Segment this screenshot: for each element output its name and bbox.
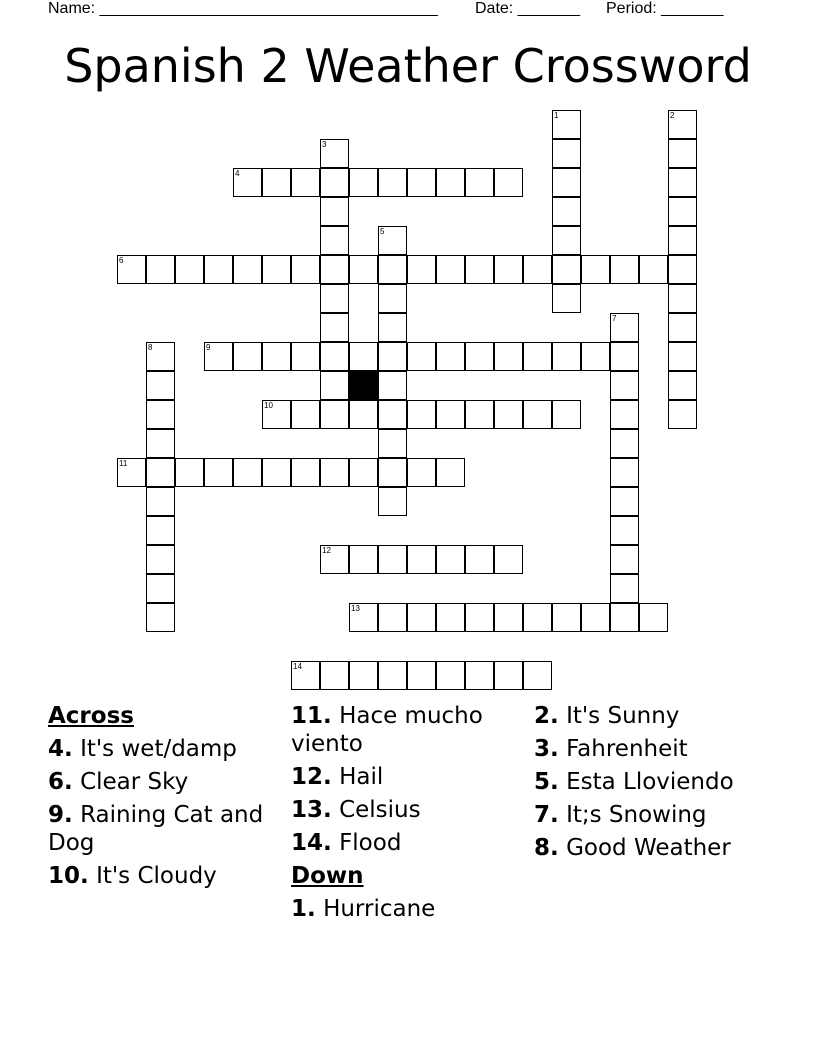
clue-number: 7: [612, 314, 617, 323]
clue-number: 1: [554, 111, 559, 120]
grid-cell[interactable]: [320, 371, 349, 400]
grid-cell[interactable]: [291, 168, 320, 197]
clue-number: 9: [206, 343, 211, 352]
grid-cell[interactable]: [494, 168, 523, 197]
grid-cell[interactable]: [204, 342, 233, 371]
clue-number: 13: [351, 604, 360, 613]
across-header: Across: [48, 703, 134, 729]
grid-cell[interactable]: [117, 255, 146, 284]
grid-cell[interactable]: [610, 313, 639, 342]
grid-cell[interactable]: [204, 255, 233, 284]
grid-cell[interactable]: [552, 110, 581, 139]
period-field[interactable]: Period: _______: [606, 0, 724, 17]
grid-cell[interactable]: [465, 342, 494, 371]
grid-cell[interactable]: [233, 168, 262, 197]
grid-cell[interactable]: [436, 458, 465, 487]
grid-cell[interactable]: [291, 661, 320, 690]
clue-down-7: 7. It;s Snowing: [534, 802, 707, 828]
grid-cell[interactable]: [320, 458, 349, 487]
page-title: Spanish 2 Weather Crossword: [64, 39, 752, 93]
grid-cell[interactable]: [436, 661, 465, 690]
grid-cell[interactable]: [494, 255, 523, 284]
clue-down-1: 1. Hurricane: [291, 896, 436, 922]
grid-cell[interactable]: [465, 603, 494, 632]
grid-cell[interactable]: [349, 168, 378, 197]
grid-cell[interactable]: [349, 545, 378, 574]
grid-cell[interactable]: [610, 603, 639, 632]
grid-cell[interactable]: [610, 458, 639, 487]
clue-across-10: 10. It's Cloudy: [48, 863, 217, 889]
grid-cell[interactable]: [552, 168, 581, 197]
grid-cell[interactable]: [552, 342, 581, 371]
clue-number: 4: [235, 169, 240, 178]
clue-number: 5: [380, 227, 385, 236]
grid-cell[interactable]: [523, 255, 552, 284]
grid-cell[interactable]: [349, 342, 378, 371]
grid-cell[interactable]: [146, 516, 175, 545]
grid-cell[interactable]: [175, 255, 204, 284]
grid-cell[interactable]: [407, 342, 436, 371]
grid-cell[interactable]: [668, 400, 697, 429]
grid-cell[interactable]: [465, 400, 494, 429]
grid-cell[interactable]: [465, 168, 494, 197]
grid-cell[interactable]: [146, 574, 175, 603]
grid-cell[interactable]: [436, 342, 465, 371]
grid-cell[interactable]: [668, 313, 697, 342]
clue-column-1: [48, 702, 283, 895]
grid-cell[interactable]: [320, 226, 349, 255]
grid-cell[interactable]: [436, 400, 465, 429]
grid-cell[interactable]: [610, 487, 639, 516]
grid-cell[interactable]: [378, 342, 407, 371]
clue-across-6: 6. Clear Sky: [48, 769, 189, 795]
grid-cell[interactable]: [320, 313, 349, 342]
grid-cell[interactable]: [494, 603, 523, 632]
grid-cell[interactable]: [378, 661, 407, 690]
grid-cell[interactable]: [262, 458, 291, 487]
grid-cell[interactable]: [291, 458, 320, 487]
grid-cell[interactable]: [407, 458, 436, 487]
grid-cell[interactable]: [523, 342, 552, 371]
grid-cell[interactable]: [146, 487, 175, 516]
grid-cell[interactable]: [465, 545, 494, 574]
grid-cell[interactable]: [262, 255, 291, 284]
clue-column-3: [534, 702, 774, 867]
grid-cell[interactable]: [610, 371, 639, 400]
grid-cell[interactable]: [494, 342, 523, 371]
grid-cell[interactable]: [320, 284, 349, 313]
grid-cell[interactable]: [378, 168, 407, 197]
grid-cell[interactable]: [610, 429, 639, 458]
grid-cell[interactable]: [610, 400, 639, 429]
grid-cell[interactable]: [378, 603, 407, 632]
grid-cell[interactable]: [668, 168, 697, 197]
grid-cell[interactable]: [668, 110, 697, 139]
grid-cell[interactable]: [436, 168, 465, 197]
grid-cell[interactable]: [320, 545, 349, 574]
grid-cell[interactable]: [639, 603, 668, 632]
grid-cell[interactable]: [291, 255, 320, 284]
down-header: Down: [291, 863, 364, 889]
grid-cell[interactable]: [378, 545, 407, 574]
grid-cell[interactable]: [407, 400, 436, 429]
grid-cell[interactable]: [552, 139, 581, 168]
grid-cell[interactable]: [146, 342, 175, 371]
name-field[interactable]: Name: ______________________________________: [48, 0, 438, 17]
grid-cell[interactable]: [523, 661, 552, 690]
grid-cell[interactable]: [349, 661, 378, 690]
clue-number: 11: [119, 459, 128, 468]
clue-number: 12: [322, 546, 331, 555]
grid-cell[interactable]: [407, 545, 436, 574]
clue-down-2: 2. It's Sunny: [534, 703, 680, 729]
clue-across-12: 12. Hail: [291, 764, 384, 790]
clue-number: 14: [293, 662, 302, 671]
grid-cell[interactable]: [552, 603, 581, 632]
grid-cell[interactable]: [552, 255, 581, 284]
date-field[interactable]: Date: _______: [475, 0, 580, 17]
grid-cell[interactable]: [581, 342, 610, 371]
grid-cell[interactable]: [320, 661, 349, 690]
grid-cell[interactable]: [146, 545, 175, 574]
grid-cell[interactable]: [349, 458, 378, 487]
clue-number: 2: [670, 111, 675, 120]
grid-cell[interactable]: [262, 342, 291, 371]
grid-cell[interactable]: [320, 197, 349, 226]
grid-cell[interactable]: [146, 603, 175, 632]
clue-across-14: 14. Flood: [291, 830, 402, 856]
grid-cell[interactable]: [523, 603, 552, 632]
grid-cell[interactable]: [378, 284, 407, 313]
clue-across-9: 9. Raining Cat and Dog: [48, 802, 264, 856]
grid-cell[interactable]: [610, 516, 639, 545]
grid-cell[interactable]: [552, 197, 581, 226]
clue-down-8: 8. Good Weather: [534, 835, 731, 861]
grid-cell[interactable]: [407, 168, 436, 197]
grid-cell[interactable]: [436, 545, 465, 574]
clue-column-2: [291, 702, 521, 928]
grid-cell[interactable]: [668, 197, 697, 226]
grid-cell[interactable]: [552, 226, 581, 255]
grid-cell[interactable]: [407, 603, 436, 632]
clue-down-3: 3. Fahrenheit: [534, 736, 688, 762]
grid-cell[interactable]: [668, 371, 697, 400]
grid-cell[interactable]: [233, 255, 262, 284]
grid-cell[interactable]: [320, 342, 349, 371]
grid-cell[interactable]: [117, 458, 146, 487]
grid-cell[interactable]: [262, 168, 291, 197]
grid-cell[interactable]: [581, 603, 610, 632]
grid-cell[interactable]: [610, 342, 639, 371]
grid-cell[interactable]: [378, 458, 407, 487]
grid-cell[interactable]: [146, 458, 175, 487]
clue-number: 8: [148, 343, 153, 352]
grid-cell[interactable]: [291, 400, 320, 429]
grid-cell[interactable]: [494, 661, 523, 690]
grid-cell[interactable]: [465, 661, 494, 690]
grid-cell[interactable]: [320, 255, 349, 284]
grid-cell[interactable]: [407, 661, 436, 690]
grid-cell[interactable]: [523, 400, 552, 429]
grid-cell[interactable]: [291, 342, 320, 371]
grid-cell[interactable]: [668, 226, 697, 255]
grid-cell[interactable]: [639, 255, 668, 284]
grid-cell[interactable]: [668, 255, 697, 284]
grid-cell[interactable]: [204, 458, 233, 487]
grid-cell[interactable]: [436, 255, 465, 284]
grid-cell[interactable]: [552, 284, 581, 313]
grid-cell[interactable]: [146, 255, 175, 284]
grid-cell[interactable]: [494, 545, 523, 574]
clue-across-11: 11. Hace mucho viento: [291, 703, 483, 757]
clue-number: 6: [119, 256, 124, 265]
grid-cell[interactable]: [175, 458, 204, 487]
grid-cell[interactable]: [378, 487, 407, 516]
grid-cell[interactable]: [378, 226, 407, 255]
grid-cell[interactable]: [320, 168, 349, 197]
grid-cell[interactable]: [146, 400, 175, 429]
grid-cell[interactable]: [378, 371, 407, 400]
clue-across-4: 4. It's wet/damp: [48, 736, 237, 762]
grid-cell[interactable]: [233, 342, 262, 371]
clue-number: 3: [322, 140, 327, 149]
clue-across-13: 13. Celsius: [291, 797, 421, 823]
grid-cell[interactable]: [436, 603, 465, 632]
grid-cell[interactable]: [378, 255, 407, 284]
grid-cell[interactable]: [262, 400, 291, 429]
grid-cell[interactable]: [668, 139, 697, 168]
grid-cell[interactable]: [349, 603, 378, 632]
grid-cell[interactable]: [349, 400, 378, 429]
grid-cell[interactable]: [378, 313, 407, 342]
black-cell: [349, 371, 378, 400]
grid-cell[interactable]: [581, 255, 610, 284]
grid-cell[interactable]: [146, 371, 175, 400]
grid-cell[interactable]: [146, 429, 175, 458]
grid-cell[interactable]: [668, 284, 697, 313]
grid-cell[interactable]: [465, 255, 494, 284]
grid-cell[interactable]: [320, 400, 349, 429]
clue-down-5: 5. Esta Lloviendo: [534, 769, 734, 795]
grid-cell[interactable]: [378, 429, 407, 458]
grid-cell[interactable]: [494, 400, 523, 429]
grid-cell[interactable]: [233, 458, 262, 487]
grid-cell[interactable]: [610, 574, 639, 603]
grid-cell[interactable]: [378, 400, 407, 429]
grid-cell[interactable]: [349, 255, 378, 284]
clue-number: 10: [264, 401, 273, 410]
grid-cell[interactable]: [668, 342, 697, 371]
grid-cell[interactable]: [610, 255, 639, 284]
grid-cell[interactable]: [610, 545, 639, 574]
grid-cell[interactable]: [552, 400, 581, 429]
grid-cell[interactable]: [320, 139, 349, 168]
grid-cell[interactable]: [407, 255, 436, 284]
